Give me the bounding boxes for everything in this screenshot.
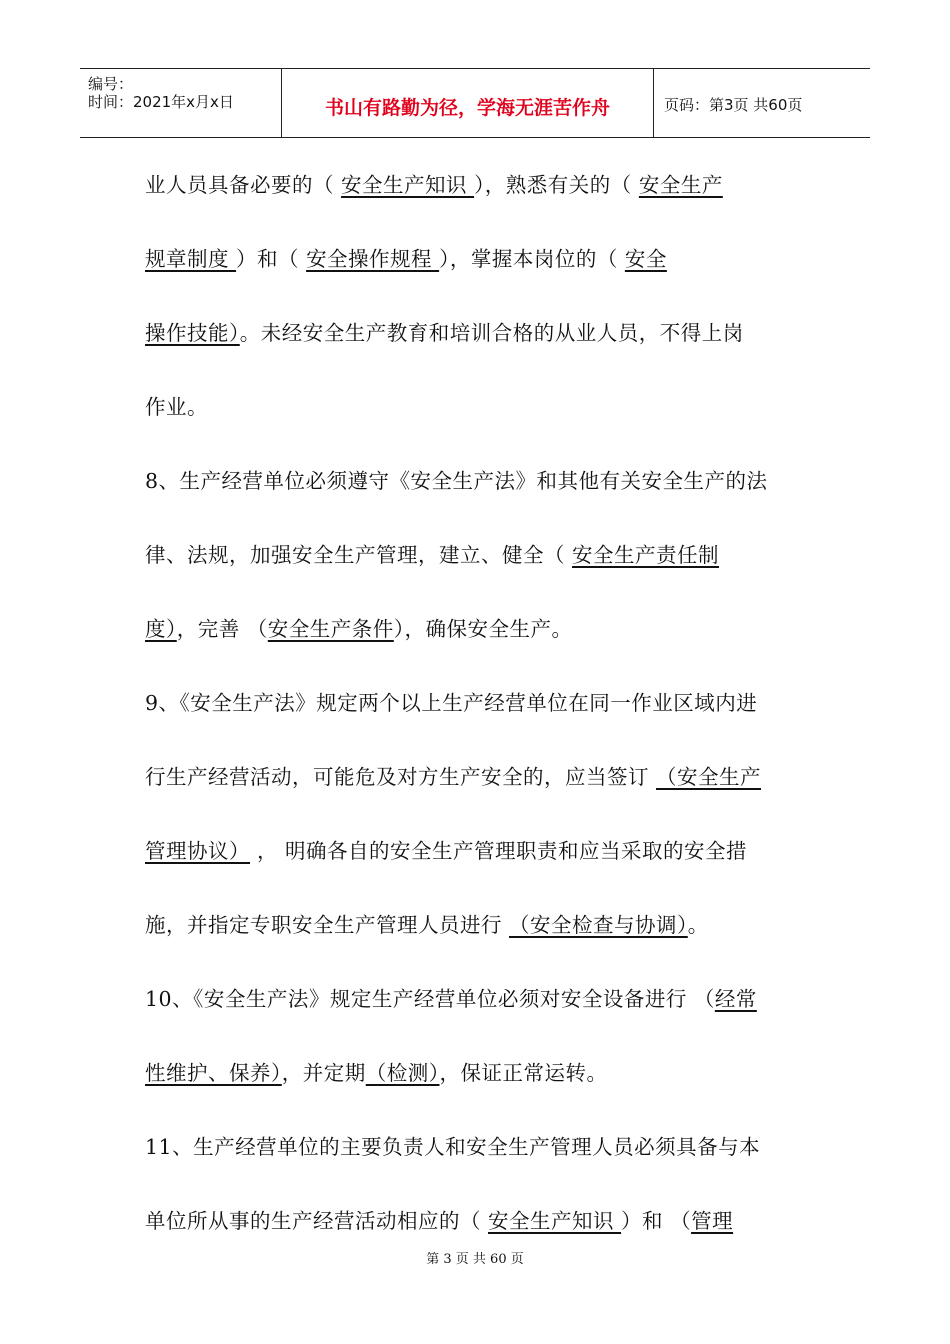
answer-blank: （检测）: [365, 1061, 440, 1085]
text-segment: ，并定期: [281, 1061, 366, 1085]
text-segment: 10、《安全生产法》规定生产经营单位必须对安全设备进行 （: [145, 987, 715, 1011]
text-segment: 。未经安全生产教育和培训合格的从业人员，不得上岗: [239, 321, 744, 345]
document-date-label: 时间：2021年x月x日: [88, 93, 234, 111]
text-segment: 9、《安全生产法》规定两个以上生产经营单位在同一作业区域内进: [145, 691, 758, 715]
text-segment: 单位所从事的生产经营活动相应的（: [145, 1209, 489, 1233]
text-segment: ）和（: [236, 247, 307, 271]
text-line: [145, 1036, 807, 1110]
text-line: [145, 518, 807, 592]
answer-blank: 安全操作规程: [306, 247, 440, 271]
header-meta-cell: [80, 69, 282, 137]
text-line: [145, 962, 807, 1036]
text-segment: ），确保安全生产。: [393, 617, 573, 641]
header-page-cell: [654, 69, 870, 137]
answer-blank: 管理: [691, 1209, 734, 1233]
answer-blank: 安全生产: [638, 173, 723, 197]
text-segment: 8、生产经营单位必须遵守《安全生产法》和其他有关安全生产的法: [145, 469, 768, 493]
answer-blank: 经常: [714, 987, 757, 1011]
header-page-info: 页码：第3页 共60页: [664, 96, 803, 114]
text-segment: 11、生产经营单位的主要负责人和安全生产管理人员必须具备与本: [145, 1135, 761, 1159]
answer-blank: （安全生产: [656, 765, 762, 789]
text-line: [145, 1184, 807, 1258]
document-body: [145, 148, 807, 1258]
text-line: [145, 370, 807, 444]
text-segment: ，完善 （: [176, 617, 268, 641]
text-line: [145, 592, 807, 666]
answer-blank: 度）: [145, 617, 177, 641]
answer-blank: 安全生产条件: [267, 617, 394, 641]
text-line: [145, 740, 807, 814]
text-segment: ，保证正常运转。: [439, 1061, 608, 1085]
answer-blank: 操作技能）: [145, 321, 240, 345]
text-segment: 行生产经营活动，可能危及对方生产安全的，应当签订: [145, 765, 657, 789]
text-line: [145, 148, 807, 222]
text-line: [145, 814, 807, 888]
text-segment: 律、法规，加强安全生产管理，建立、健全（: [145, 543, 573, 567]
text-segment: ）和 （: [621, 1209, 692, 1233]
text-segment: ， 明确各自的安全生产管理职责和应当采取的安全措: [250, 839, 748, 863]
document-code-label: 编号：: [88, 75, 134, 93]
page-footer: 第 3 页 共 60 页: [426, 1252, 524, 1267]
header-motto-cell: [282, 69, 654, 137]
answer-blank: 安全生产知识: [341, 173, 475, 197]
answer-blank: 安全: [624, 247, 667, 271]
text-segment: ），熟悉有关的（: [474, 173, 639, 197]
answer-blank: 性维护、保养）: [145, 1061, 282, 1085]
text-line: [145, 1110, 807, 1184]
text-line: [145, 666, 807, 740]
text-segment: 业人员具备必要的（: [145, 173, 342, 197]
text-line: [145, 222, 807, 296]
answer-blank: 安全生产知识: [488, 1209, 622, 1233]
text-segment: ），掌握本岗位的（: [439, 247, 625, 271]
answer-blank: 安全生产责任制: [572, 543, 720, 567]
answer-blank: 规章制度: [145, 247, 237, 271]
text-segment: 施，并指定专职安全生产管理人员进行: [145, 913, 510, 937]
text-line: [145, 296, 807, 370]
text-segment: 作业。: [145, 395, 208, 419]
page-header: [80, 68, 870, 138]
text-line: [145, 888, 807, 962]
answer-blank: 管理协议）: [145, 839, 250, 863]
header-motto: 书山有路勤为径，学海无涯苦作舟: [324, 97, 610, 119]
text-line: [145, 444, 807, 518]
text-segment: 。: [687, 913, 709, 937]
answer-blank: （安全检查与协调）: [509, 913, 688, 937]
